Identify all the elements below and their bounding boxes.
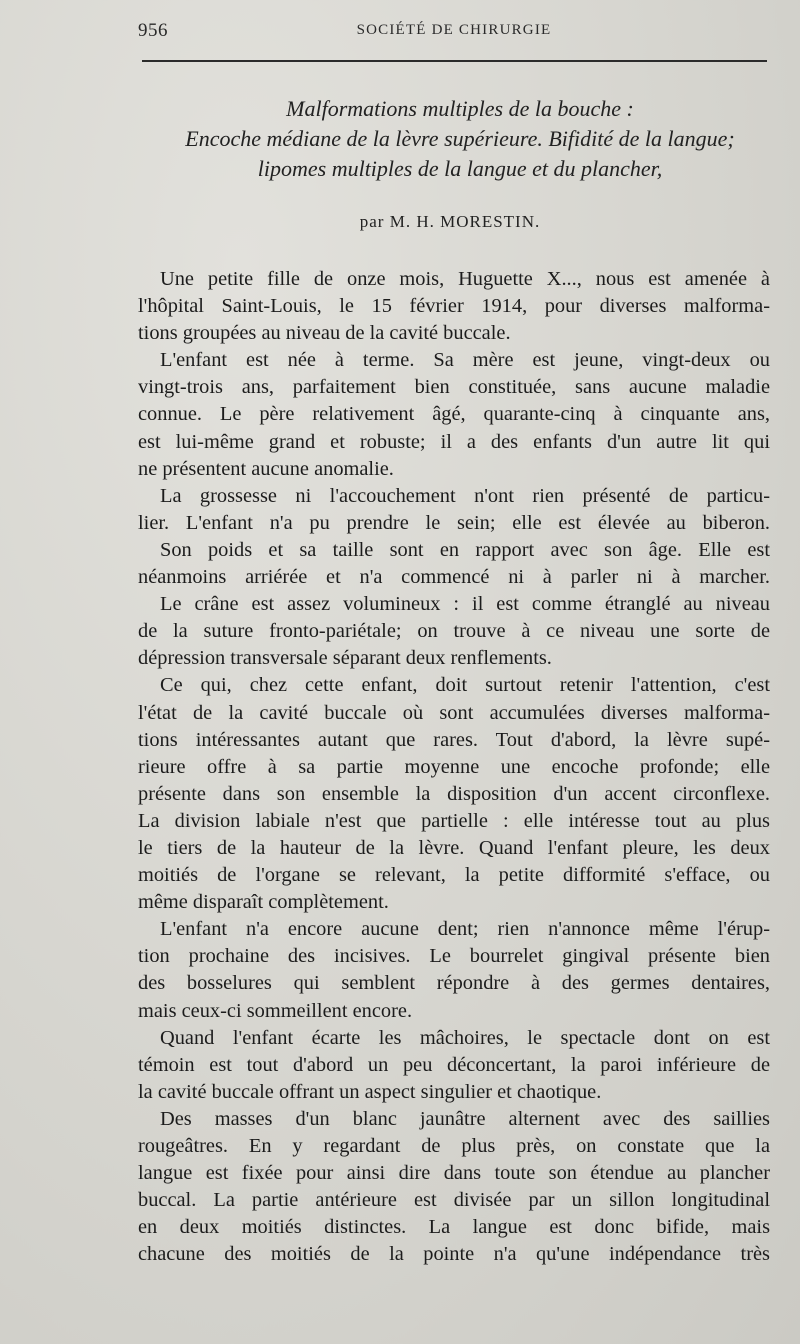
text-line: l'hôpital Saint-Louis, le 15 février 1914, pour diverses malforma- bbox=[138, 295, 770, 318]
running-head: SOCIÉTÉ DE CHIRURGIE bbox=[356, 22, 552, 38]
text-line: Quand l'enfant écarte les mâchoires, le spectacle dont on est bbox=[160, 1026, 770, 1049]
text-line: la cavité buccale offrant un aspect singulier et chaotique. bbox=[138, 1080, 602, 1103]
text-line: langue est fixée pour ainsi dire dans toute son étendue au plancher bbox=[138, 1162, 770, 1185]
text-line: rieure offre à sa partie moyenne une encoche profonde; elle bbox=[138, 755, 770, 778]
text-line: La grossesse ni l'accouchement n'ont rien présenté de particu- bbox=[160, 484, 770, 507]
text-line: moitiés de l'organe se relevant, la petite difformité s'efface, ou bbox=[138, 864, 770, 887]
text-line: rougeâtres. En y regardant de plus près, on constate que la bbox=[138, 1135, 770, 1157]
text-line: tion prochaine des incisives. Le bourrelet gingival présente bien bbox=[138, 945, 770, 968]
text-line: L'enfant est née à terme. Sa mère est jeune, vingt-deux ou bbox=[160, 349, 770, 372]
title-line: Malformations multiples de la bouche : bbox=[286, 96, 634, 121]
text-line: tions intéressantes autant que rares. Tout d'abord, la lèvre supé- bbox=[138, 728, 770, 751]
body-text bbox=[138, 266, 770, 1268]
text-line: Ce qui, chez cette enfant, doit surtout retenir l'attention, c'est bbox=[160, 674, 770, 697]
text-line: est lui-même grand et robuste; il a des enfants d'un autre lit qui bbox=[138, 430, 770, 453]
author-line: par M. H. MORESTIN. bbox=[359, 212, 541, 231]
text-line: Le crâne est assez volumineux : il est comme étranglé au niveau bbox=[160, 593, 770, 616]
text-line: dépression transversale séparant deux renflements. bbox=[138, 647, 552, 670]
text-line: connue. Le père relativement âgé, quarante-cinq à cinquante ans, bbox=[138, 403, 770, 426]
text-line: Des masses d'un blanc jaunâtre alternent avec des saillies bbox=[160, 1107, 770, 1130]
article-title bbox=[110, 94, 800, 184]
text-line: de la suture fronto-pariétale; on trouve à ce niveau une sorte de bbox=[138, 620, 770, 643]
text-line: lier. L'enfant n'a pu prendre le sein; elle est élevée au biberon. bbox=[138, 511, 770, 534]
text-line: témoin est tout d'abord un peu déconcertant, la paroi inférieure de bbox=[138, 1053, 770, 1076]
header-rule bbox=[142, 60, 767, 62]
text-line: L'enfant n'a encore aucune dent; rien n'annonce même l'érup- bbox=[160, 918, 770, 941]
text-line: le tiers de la hauteur de la lèvre. Quand l'enfant pleure, les deux bbox=[138, 836, 770, 859]
text-line: vingt-trois ans, parfaitement bien constituée, sans aucune maladie bbox=[138, 376, 770, 399]
text-line: chacune des moitiés de la pointe n'a qu'une indépendance très bbox=[138, 1243, 770, 1266]
text-line: néanmoins arriérée et n'a commencé ni à parler ni à marcher. bbox=[138, 566, 770, 589]
text-line: en deux moitiés distinctes. La langue est donc bifide, mais bbox=[138, 1216, 770, 1239]
text-line: buccal. La partie antérieure est divisée par un sillon longitudinal bbox=[138, 1189, 770, 1212]
text-line: l'état de la cavité buccale où sont accumulées diverses malforma- bbox=[138, 701, 770, 724]
text-line: La division labiale n'est que partielle : elle intéresse tout au plus bbox=[138, 809, 770, 832]
text-line: ne présentent aucune anomalie. bbox=[138, 457, 394, 480]
title-line: Encoche médiane de la lèvre supérieure. Bifidité de la langue; bbox=[185, 126, 735, 151]
text-line: même disparaît complètement. bbox=[138, 891, 389, 914]
text-line: mais ceux-ci sommeillent encore. bbox=[138, 999, 413, 1022]
text-line: présente dans son ensemble la disposition d'un accent circonflexe. bbox=[138, 782, 770, 805]
text-line: des bosselures qui semblent répondre à des germes dentaires, bbox=[138, 972, 770, 995]
page-header bbox=[138, 18, 770, 46]
text-line: Une petite fille de onze mois, Huguette X..., nous est amenée à bbox=[160, 268, 770, 290]
text-line: Son poids et sa taille sont en rapport avec son âge. Elle est bbox=[160, 538, 770, 561]
page-number: 956 bbox=[138, 20, 168, 41]
title-line: lipomes multiples de la langue et du plancher, bbox=[257, 156, 663, 181]
text-line: tions groupées au niveau de la cavité buccale. bbox=[138, 322, 511, 345]
